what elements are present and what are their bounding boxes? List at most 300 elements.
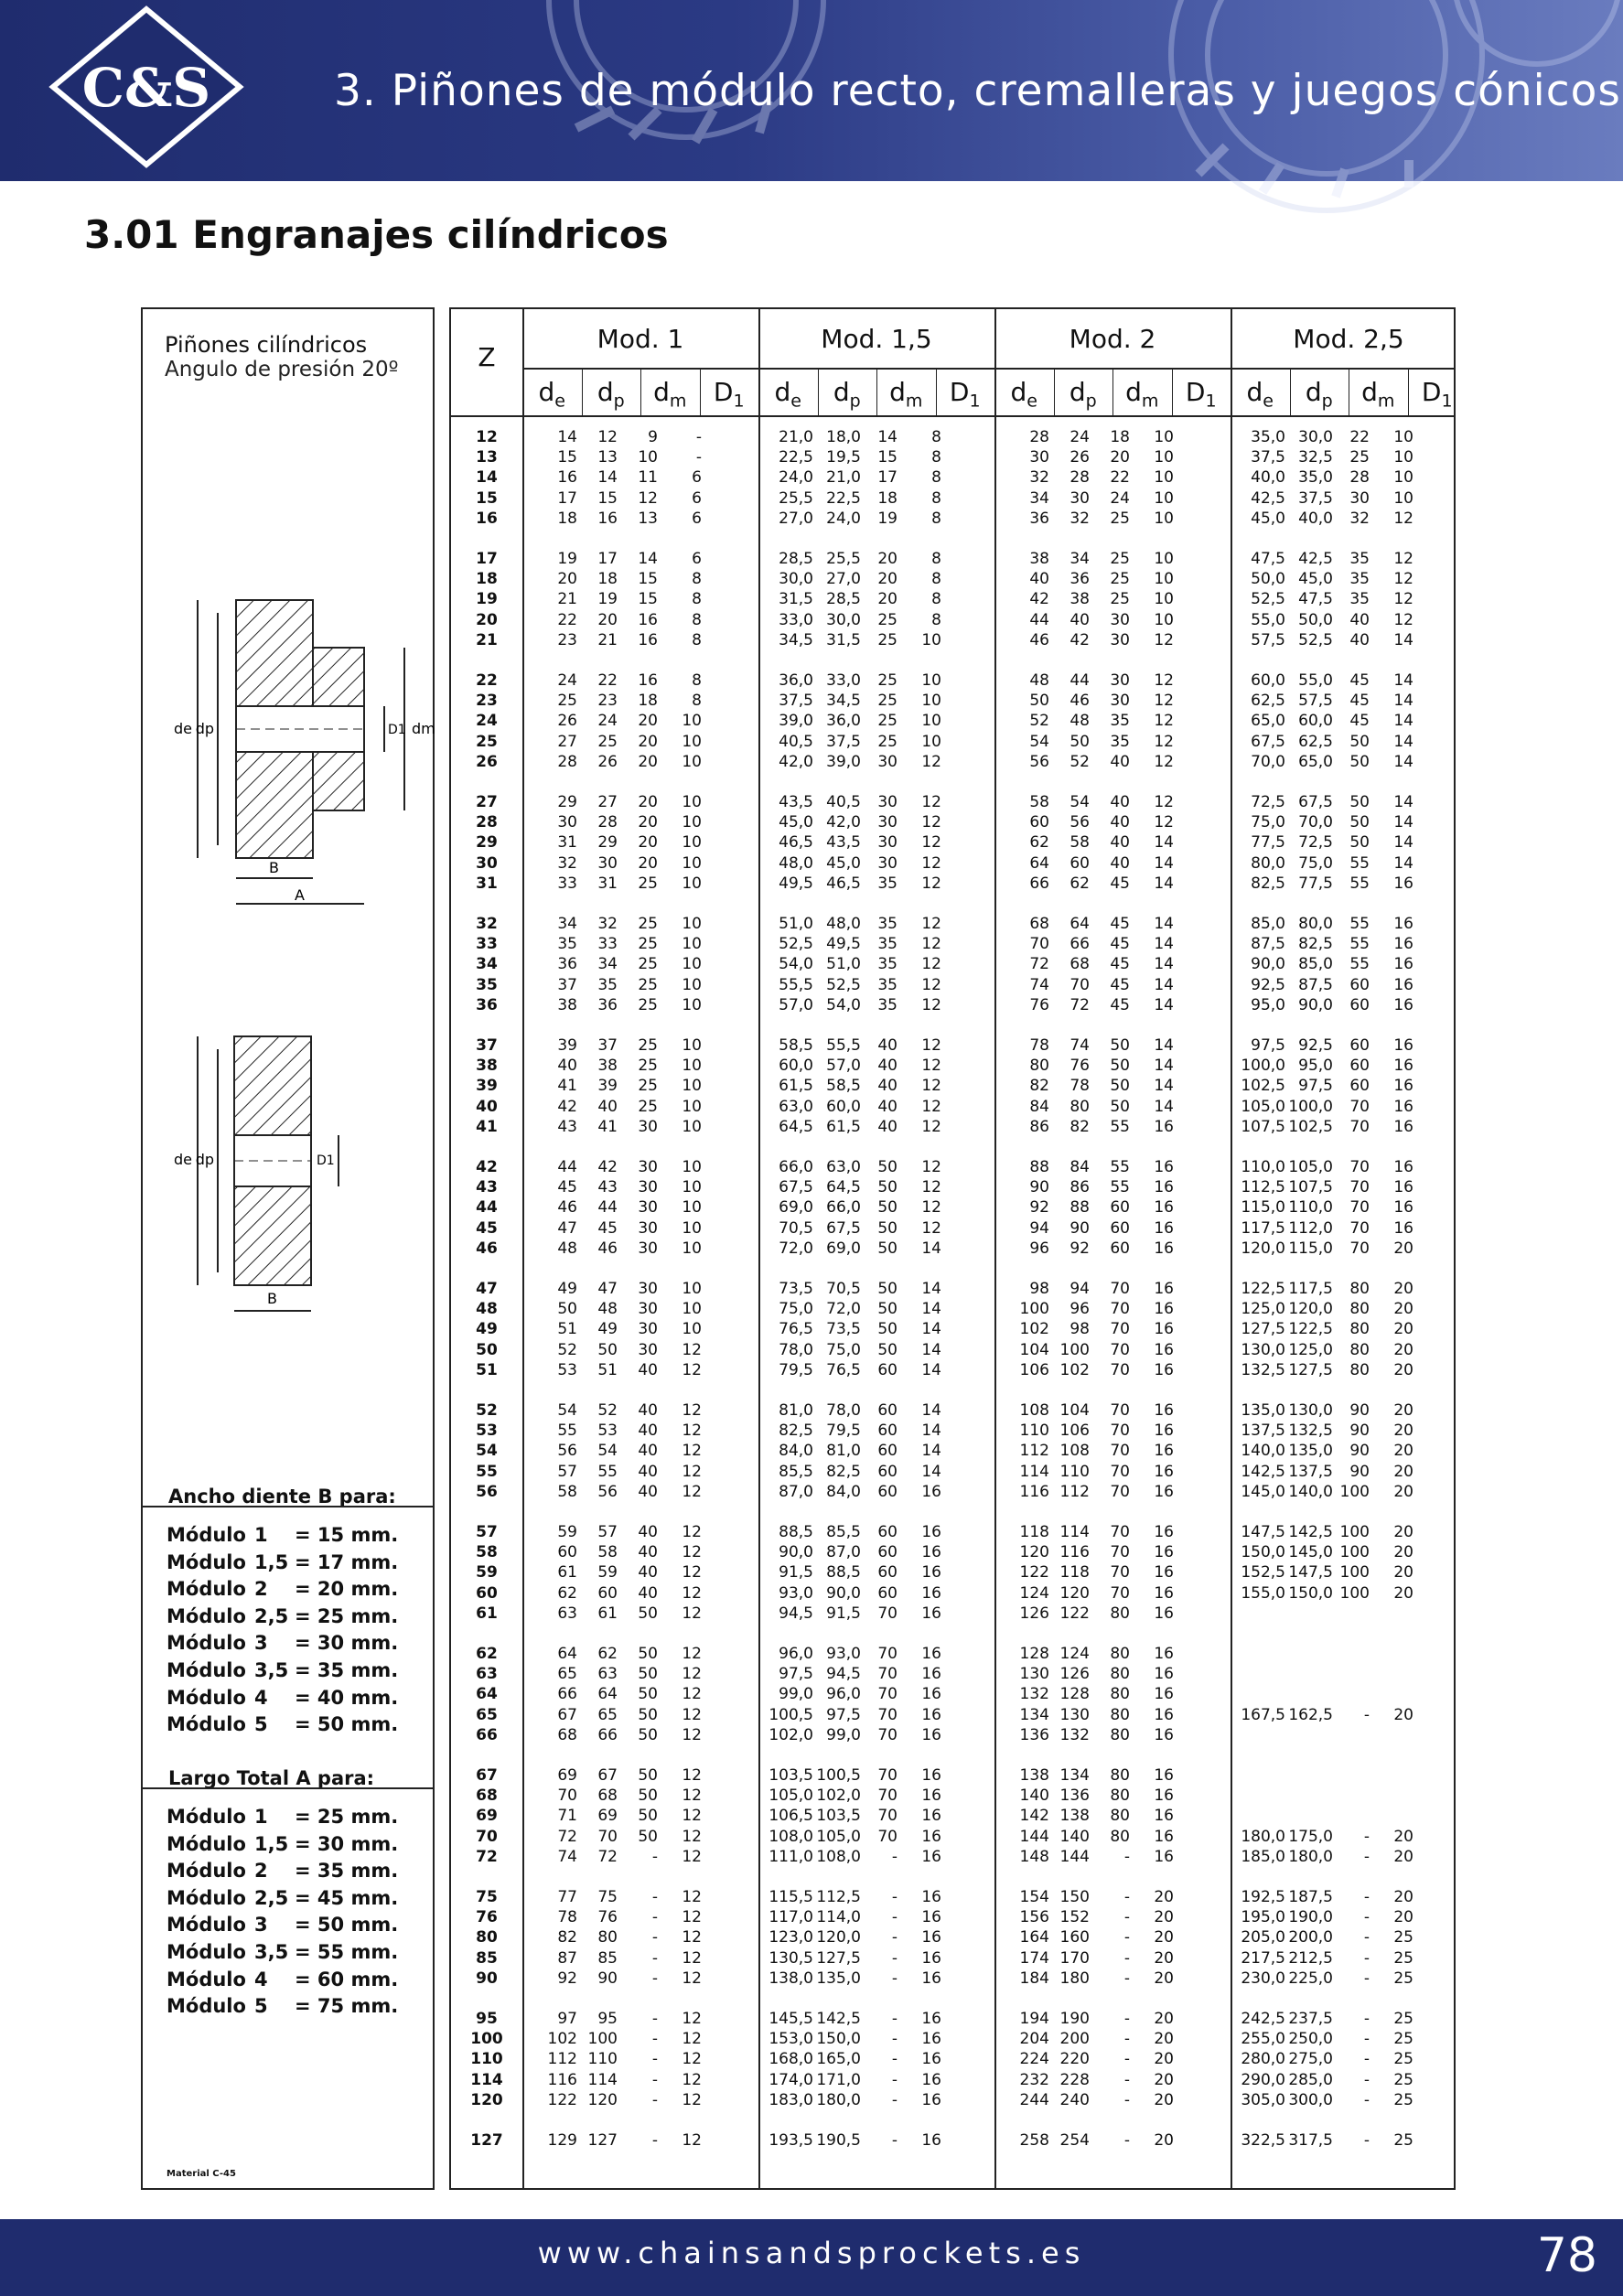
a-label: A	[295, 886, 305, 904]
table-cell: 30	[877, 793, 897, 811]
module-spec-value: 1,5	[254, 1550, 289, 1573]
table-cell: 136	[1019, 1725, 1049, 1744]
table-cell: 16	[1154, 1340, 1174, 1359]
table-cell: -	[1363, 1705, 1370, 1724]
table-cell: 120,0	[1241, 1239, 1285, 1258]
table-cell: 190,5	[816, 2131, 861, 2150]
module-spec-mm: = 17 mm.	[295, 1550, 399, 1573]
table-cell: 33	[597, 935, 618, 954]
table-cell: 77	[557, 1888, 577, 1906]
table-cell: 50	[1349, 793, 1370, 811]
table-cell: 118	[1059, 1563, 1090, 1583]
z-value: 61	[476, 1604, 498, 1623]
table-cell: 14	[1393, 671, 1413, 690]
module-spec-mm: = 40 mm.	[295, 1686, 399, 1709]
module-spec-row	[167, 1578, 398, 1605]
website-link[interactable]: www.chainsandsprockets.es	[537, 2236, 1086, 2270]
table-cell: 30	[877, 752, 897, 771]
table-cell: 28	[1069, 468, 1090, 488]
table-cell: 12	[682, 1523, 702, 1541]
table-cell: 50,0	[1298, 610, 1333, 629]
table-cell: 97,5	[826, 1705, 861, 1724]
table-cell: 30	[638, 1320, 658, 1339]
table-cell: 30	[877, 853, 897, 873]
table-cell: 60	[877, 1462, 897, 1481]
table-cell: 16	[1393, 1057, 1413, 1076]
table-cell: 8	[931, 428, 941, 446]
table-cell: 30	[638, 1218, 658, 1238]
table-cell: 14	[557, 428, 577, 446]
table-cell: 36	[597, 995, 618, 1014]
table-cell: 12	[682, 1847, 702, 1866]
column-header-symbol: d	[1125, 377, 1142, 407]
table-cell: 138	[1019, 1766, 1049, 1785]
table-cell: 68	[597, 1786, 618, 1806]
table-cell: 40	[557, 1057, 577, 1076]
table-cell: 118	[1019, 1523, 1049, 1541]
table-cell: 20	[1154, 1969, 1174, 1988]
table-cell: 97,5	[1298, 1077, 1333, 1096]
table-cell: 16	[921, 1543, 941, 1562]
table-cell: 70	[1110, 1280, 1130, 1298]
table-cell: 16	[921, 2050, 941, 2069]
table-cell: 31	[597, 874, 618, 893]
table-cell: 30	[638, 1178, 658, 1197]
table-cell: 12	[921, 1178, 941, 1197]
column-header-subscript: m	[1377, 391, 1395, 412]
table-cell: 70,0	[1298, 813, 1333, 832]
column-header-subscript: m	[1141, 391, 1159, 412]
table-cell: 120,0	[1288, 1300, 1333, 1319]
table-cell: 50	[597, 1340, 618, 1359]
column-header-subscript: p	[849, 391, 861, 412]
module-spec-module: Módulo	[167, 1658, 246, 1681]
column-header-symbol: d	[1361, 377, 1378, 407]
table-cell: 90,0	[1298, 995, 1333, 1014]
table-cell: 31,5	[779, 590, 813, 609]
table-cell: 95,0	[1298, 1057, 1333, 1076]
table-cell: 35	[1349, 570, 1370, 589]
table-cell: 18	[597, 570, 618, 589]
table-cell: -	[651, 2050, 658, 2069]
table-cell: 16	[1393, 1077, 1413, 1096]
table-cell: 85,5	[779, 1462, 813, 1481]
table-cell: 242,5	[1241, 2010, 1285, 2028]
table-cell: 8	[931, 570, 941, 589]
table-cell: 27	[597, 793, 618, 811]
table-cell: 12	[1154, 630, 1174, 649]
table-cell: 92	[1029, 1198, 1049, 1218]
table-cell: 145,5	[769, 2010, 813, 2028]
table-cell: 69	[557, 1766, 577, 1785]
table-cell: 31	[557, 833, 577, 853]
table-cell: 35	[597, 975, 618, 994]
table-cell: 12	[597, 428, 618, 446]
module-spec-module: Módulo	[167, 1968, 246, 1990]
table-cell: 12	[682, 1948, 702, 1968]
table-cell: -	[651, 2070, 658, 2089]
table-cell: 63	[557, 1604, 577, 1623]
table-cell	[1359, 1685, 1413, 1703]
table-cell: 16	[921, 2070, 941, 2089]
column-header-symbol: D	[949, 377, 970, 407]
table-cell: 125,0	[1288, 1340, 1333, 1359]
table-cell: 40	[597, 1097, 618, 1116]
table-cell: 97	[557, 2010, 577, 2028]
module-spec-mm: = 30 mm.	[295, 1832, 399, 1855]
module-spec-module: Módulo	[167, 1995, 246, 2018]
table-cell: 80	[1110, 1725, 1130, 1744]
table-cell: 50	[1069, 732, 1090, 751]
table-cell: 16	[921, 1523, 941, 1541]
table-cell: 50	[877, 1218, 897, 1238]
table-cell: 37,5	[1298, 488, 1333, 508]
table-cell: 285,0	[1288, 2070, 1333, 2089]
table-cell: 25	[638, 975, 658, 994]
table-cell: 45,0	[1251, 509, 1285, 528]
table-cell: 154	[1019, 1888, 1049, 1906]
table-cell: 40	[638, 1523, 658, 1541]
table-cell: 14	[1393, 630, 1413, 649]
table-cell: 105,0	[816, 1827, 861, 1846]
table-cell: 49	[557, 1280, 577, 1298]
table-cell: 20	[1393, 1827, 1413, 1846]
table-cell: 70	[1110, 1543, 1130, 1562]
z-value: 110	[470, 2050, 503, 2069]
table-cell: 102	[1019, 1320, 1049, 1339]
column-header-symbol: d	[597, 377, 614, 407]
table-cell: 130	[1059, 1705, 1090, 1724]
table-cell: 86	[1029, 1117, 1049, 1136]
table-cell: 34	[1029, 488, 1049, 508]
table-cell: 190	[1059, 2010, 1090, 2028]
table-cell: 16	[1154, 1523, 1174, 1541]
table-cell: 40	[877, 1077, 897, 1096]
table-cell: 12	[682, 1807, 702, 1826]
table-cell: 18	[638, 692, 658, 711]
table-cell: 66,0	[826, 1198, 861, 1218]
column-header-symbol: d	[889, 377, 906, 407]
column-header-subscript: e	[1263, 391, 1274, 412]
table-cell: 93,0	[779, 1583, 813, 1603]
table-cell: 104	[1059, 1401, 1090, 1420]
table-cell: 14	[1154, 1036, 1174, 1055]
table-cell: 16	[1393, 955, 1413, 974]
table-cell: 10	[682, 833, 702, 853]
table-cell: 30,0	[826, 610, 861, 629]
table-cell: -	[891, 2090, 897, 2109]
module-spec-mm: = 25 mm.	[295, 1604, 399, 1627]
table-cell: 16	[1393, 915, 1413, 933]
table-cell: 92,5	[1298, 1036, 1333, 1055]
table-cell: -	[1363, 2030, 1370, 2049]
table-cell: 45	[1110, 874, 1130, 893]
table-cell: 43	[597, 1178, 618, 1197]
table-cell: 14	[877, 428, 897, 446]
table-cell: 13	[597, 448, 618, 467]
table-cell: 10	[682, 975, 702, 994]
table-cell: 14	[1393, 692, 1413, 711]
table-cell: 62,5	[1298, 732, 1333, 751]
table-cell: 174,0	[769, 2070, 813, 2089]
module-spec-mm: = 20 mm.	[295, 1578, 399, 1601]
table-cell: 12	[682, 2131, 702, 2150]
table-cell: 30	[638, 1340, 658, 1359]
table-cell: 50	[638, 1725, 658, 1744]
table-cell: 50	[638, 1705, 658, 1724]
table-cell: 122	[547, 2090, 577, 2109]
module-header: Mod. 1	[597, 324, 684, 354]
table-cell: 55	[597, 1462, 618, 1481]
table-cell: 48,0	[779, 853, 813, 873]
table-cell: -	[891, 2070, 897, 2089]
table-cell: 52,5	[826, 975, 861, 994]
table-cell: 34,5	[826, 692, 861, 711]
table-cell: 46,5	[826, 874, 861, 893]
module-spec-module: Módulo	[167, 1686, 246, 1709]
z-value: 68	[476, 1786, 498, 1806]
table-cell: 17	[557, 488, 577, 508]
table-cell: 16	[1154, 1239, 1174, 1258]
table-cell: 12	[682, 1827, 702, 1846]
table-cell: 300,0	[1288, 2090, 1333, 2109]
column-header-subscript: e	[554, 391, 565, 412]
table-cell: 102,0	[816, 1786, 861, 1806]
table-cell: 122,5	[1241, 1280, 1285, 1298]
table-cell: 37,5	[779, 692, 813, 711]
module-spec-row	[167, 1551, 398, 1579]
table-cell: 190,0	[1288, 1908, 1333, 1927]
table-cell: 123,0	[769, 1928, 813, 1947]
table-cell: 100	[1059, 1340, 1090, 1359]
table-cell: 150	[1059, 1888, 1090, 1906]
b-label-2: B	[267, 1290, 277, 1307]
table-cell: 80	[1069, 1097, 1090, 1116]
table-cell: 14	[921, 1442, 941, 1461]
table-cell: 80	[1349, 1320, 1370, 1339]
table-cell: 140,0	[1288, 1482, 1333, 1501]
length-list	[167, 1806, 398, 2022]
table-cell: 10	[682, 955, 702, 974]
table-cell: 40	[1110, 833, 1130, 853]
table-cell: 22,5	[826, 488, 861, 508]
table-cell: 171,0	[816, 2070, 861, 2089]
table-cell: 20	[1393, 1888, 1413, 1906]
table-cell: 79,5	[826, 1422, 861, 1441]
table-cell: 75,0	[779, 1300, 813, 1319]
table-cell: 138	[1059, 1807, 1090, 1826]
table-cell: 70	[877, 1766, 897, 1785]
table-cell: 10	[682, 1097, 702, 1116]
table-cell: 12	[921, 1117, 941, 1136]
table-cell: 102,5	[1241, 1077, 1285, 1096]
table-cell: 28	[1029, 428, 1049, 446]
table-cell: 24,0	[779, 468, 813, 488]
table-cell: 10	[1154, 468, 1174, 488]
table-cell: 40	[1110, 813, 1130, 832]
table-cell: 52	[557, 1340, 577, 1359]
table-cell: 12	[1393, 590, 1413, 609]
table-cell: 35	[557, 935, 577, 954]
table-cell: 35	[1349, 550, 1370, 568]
table-cell: 92	[557, 1969, 577, 1988]
table-cell: 42	[1029, 590, 1049, 609]
table-cell: 225,0	[1288, 1969, 1333, 1988]
table-cell: 16	[1393, 1036, 1413, 1055]
table-cell: 37	[557, 975, 577, 994]
d1-label-2: D1	[317, 1153, 335, 1168]
table-cell: 40	[638, 1563, 658, 1583]
panel-subtitle: Angulo de presión 20º	[165, 358, 399, 381]
table-cell: 73,5	[779, 1280, 813, 1298]
table-cell: 18	[1110, 428, 1130, 446]
table-cell: 74	[1029, 975, 1049, 994]
table-cell: 40,5	[826, 793, 861, 811]
table-cell: 37,5	[826, 732, 861, 751]
table-cell: 45	[1349, 671, 1370, 690]
table-cell: 12	[1154, 692, 1174, 711]
table-cell: 254	[1059, 2131, 1090, 2150]
table-cell: 140	[1019, 1786, 1049, 1806]
table-cell: 12	[682, 1786, 702, 1806]
table-cell: 140,0	[1241, 1442, 1285, 1461]
module-spec-module: Módulo	[167, 1713, 246, 1736]
table-cell: 50	[877, 1239, 897, 1258]
table-cell: 26	[597, 752, 618, 771]
table-cell: 24	[557, 671, 577, 690]
table-cell: 180,0	[1288, 1847, 1333, 1866]
table-cell: 47,5	[1251, 550, 1285, 568]
table-cell: 20	[638, 793, 658, 811]
table-cell: 69	[597, 1807, 618, 1826]
table-cell: 25	[1393, 2050, 1413, 2069]
table-cell: 43,5	[779, 793, 813, 811]
table-cell: 12	[682, 2050, 702, 2069]
table-cell: 60	[1349, 1077, 1370, 1096]
table-cell: 10	[682, 1057, 702, 1076]
z-value: 76	[476, 1908, 498, 1927]
table-cell: 67,5	[1298, 793, 1333, 811]
table-cell: 54	[597, 1442, 618, 1461]
table-cell: 12	[921, 874, 941, 893]
table-cell: 54	[557, 1401, 577, 1420]
table-cell: 46,5	[779, 833, 813, 853]
table-cell: 14	[1393, 793, 1413, 811]
z-value: 85	[476, 1948, 498, 1968]
table-cell: 28,5	[826, 590, 861, 609]
table-cell: 31,5	[826, 630, 861, 649]
table-cell: 44	[1029, 610, 1049, 629]
z-value: 58	[476, 1543, 498, 1562]
table-cell: 60	[1110, 1239, 1130, 1258]
table-cell: 45	[1349, 692, 1370, 711]
table-cell: 69,0	[826, 1239, 861, 1258]
table-cell: 20	[1393, 1442, 1413, 1461]
column-header-subscript: 1	[969, 391, 981, 412]
table-cell: 63,0	[779, 1097, 813, 1116]
table-cell: 30	[877, 813, 897, 832]
table-cell: 20	[1393, 1563, 1413, 1583]
table-cell: 64	[597, 1685, 618, 1704]
column-header	[700, 370, 759, 415]
table-cell: 14	[638, 550, 658, 568]
z-value: 35	[476, 975, 498, 994]
table-cell: 12	[682, 1908, 702, 1927]
table-cell: 22	[1110, 468, 1130, 488]
table-cell: 40	[877, 1057, 897, 1076]
table-cell: 10	[682, 813, 702, 832]
module-spec-value: 4	[254, 1686, 268, 1709]
table-cell: 20	[638, 712, 658, 731]
table-cell: 80	[1110, 1685, 1130, 1704]
table-cell: 14	[921, 1462, 941, 1481]
table-cell: 50	[877, 1340, 897, 1359]
table-cell: 50	[1349, 752, 1370, 771]
width-title: Ancho diente B para:	[168, 1486, 396, 1507]
table-cell: 37,5	[1251, 448, 1285, 467]
table-cell: 58,5	[826, 1077, 861, 1096]
z-value: 100	[470, 2030, 503, 2049]
table-cell: 25	[1393, 1928, 1413, 1947]
table-cell: 165,0	[816, 2050, 861, 2069]
table-cell: 112,0	[1288, 1218, 1333, 1238]
de-label-2: de	[174, 1151, 192, 1168]
table-cell: -	[891, 1928, 897, 1947]
table-cell: 88,5	[779, 1523, 813, 1541]
table-cell: 10	[682, 853, 702, 873]
table-cell: 55	[1110, 1117, 1130, 1136]
table-cell: 110	[1059, 1462, 1090, 1481]
table-cell: -	[651, 1948, 658, 1968]
table-cell: 10	[682, 1239, 702, 1258]
table-cell: 94,5	[779, 1604, 813, 1623]
table-cell: 50	[877, 1198, 897, 1218]
z-value: 16	[476, 509, 498, 528]
z-value: 28	[476, 813, 498, 832]
table-cell: 80	[1110, 1665, 1130, 1684]
table-cell: 10	[921, 630, 941, 649]
module-spec-module: Módulo	[167, 1832, 246, 1855]
table-cell: 20	[597, 610, 618, 629]
table-cell: 88,5	[826, 1563, 861, 1583]
column-header	[936, 370, 995, 415]
de-label: de	[174, 720, 192, 737]
table-cell: 91,5	[826, 1604, 861, 1623]
table-cell: 108,0	[816, 1847, 861, 1866]
table-cell: 16	[921, 1827, 941, 1846]
table-cell: 62	[597, 1645, 618, 1663]
table-cell: 90,0	[826, 1583, 861, 1603]
table-cell: 35	[877, 915, 897, 933]
table-cell: 16	[1154, 1198, 1174, 1218]
table-cell: 232	[1019, 2070, 1049, 2089]
z-value: 63	[476, 1665, 498, 1684]
table-cell: 25	[638, 1077, 658, 1096]
table-cell: 117,5	[1241, 1218, 1285, 1238]
table-cell: 16	[921, 1563, 941, 1583]
table-cell: 20	[638, 732, 658, 751]
table-cell: 8	[692, 671, 702, 690]
table-cell: 16	[1154, 1300, 1174, 1319]
table-cell: 96	[1069, 1300, 1090, 1319]
table-cell: 12	[682, 1422, 702, 1441]
z-value: 60	[476, 1583, 498, 1603]
table-cell: 12	[921, 1198, 941, 1218]
table-cell: 45	[1110, 955, 1130, 974]
table-cell: -	[891, 1948, 897, 1968]
table-cell: -	[651, 1969, 658, 1988]
table-cell: 175,0	[1288, 1827, 1333, 1846]
